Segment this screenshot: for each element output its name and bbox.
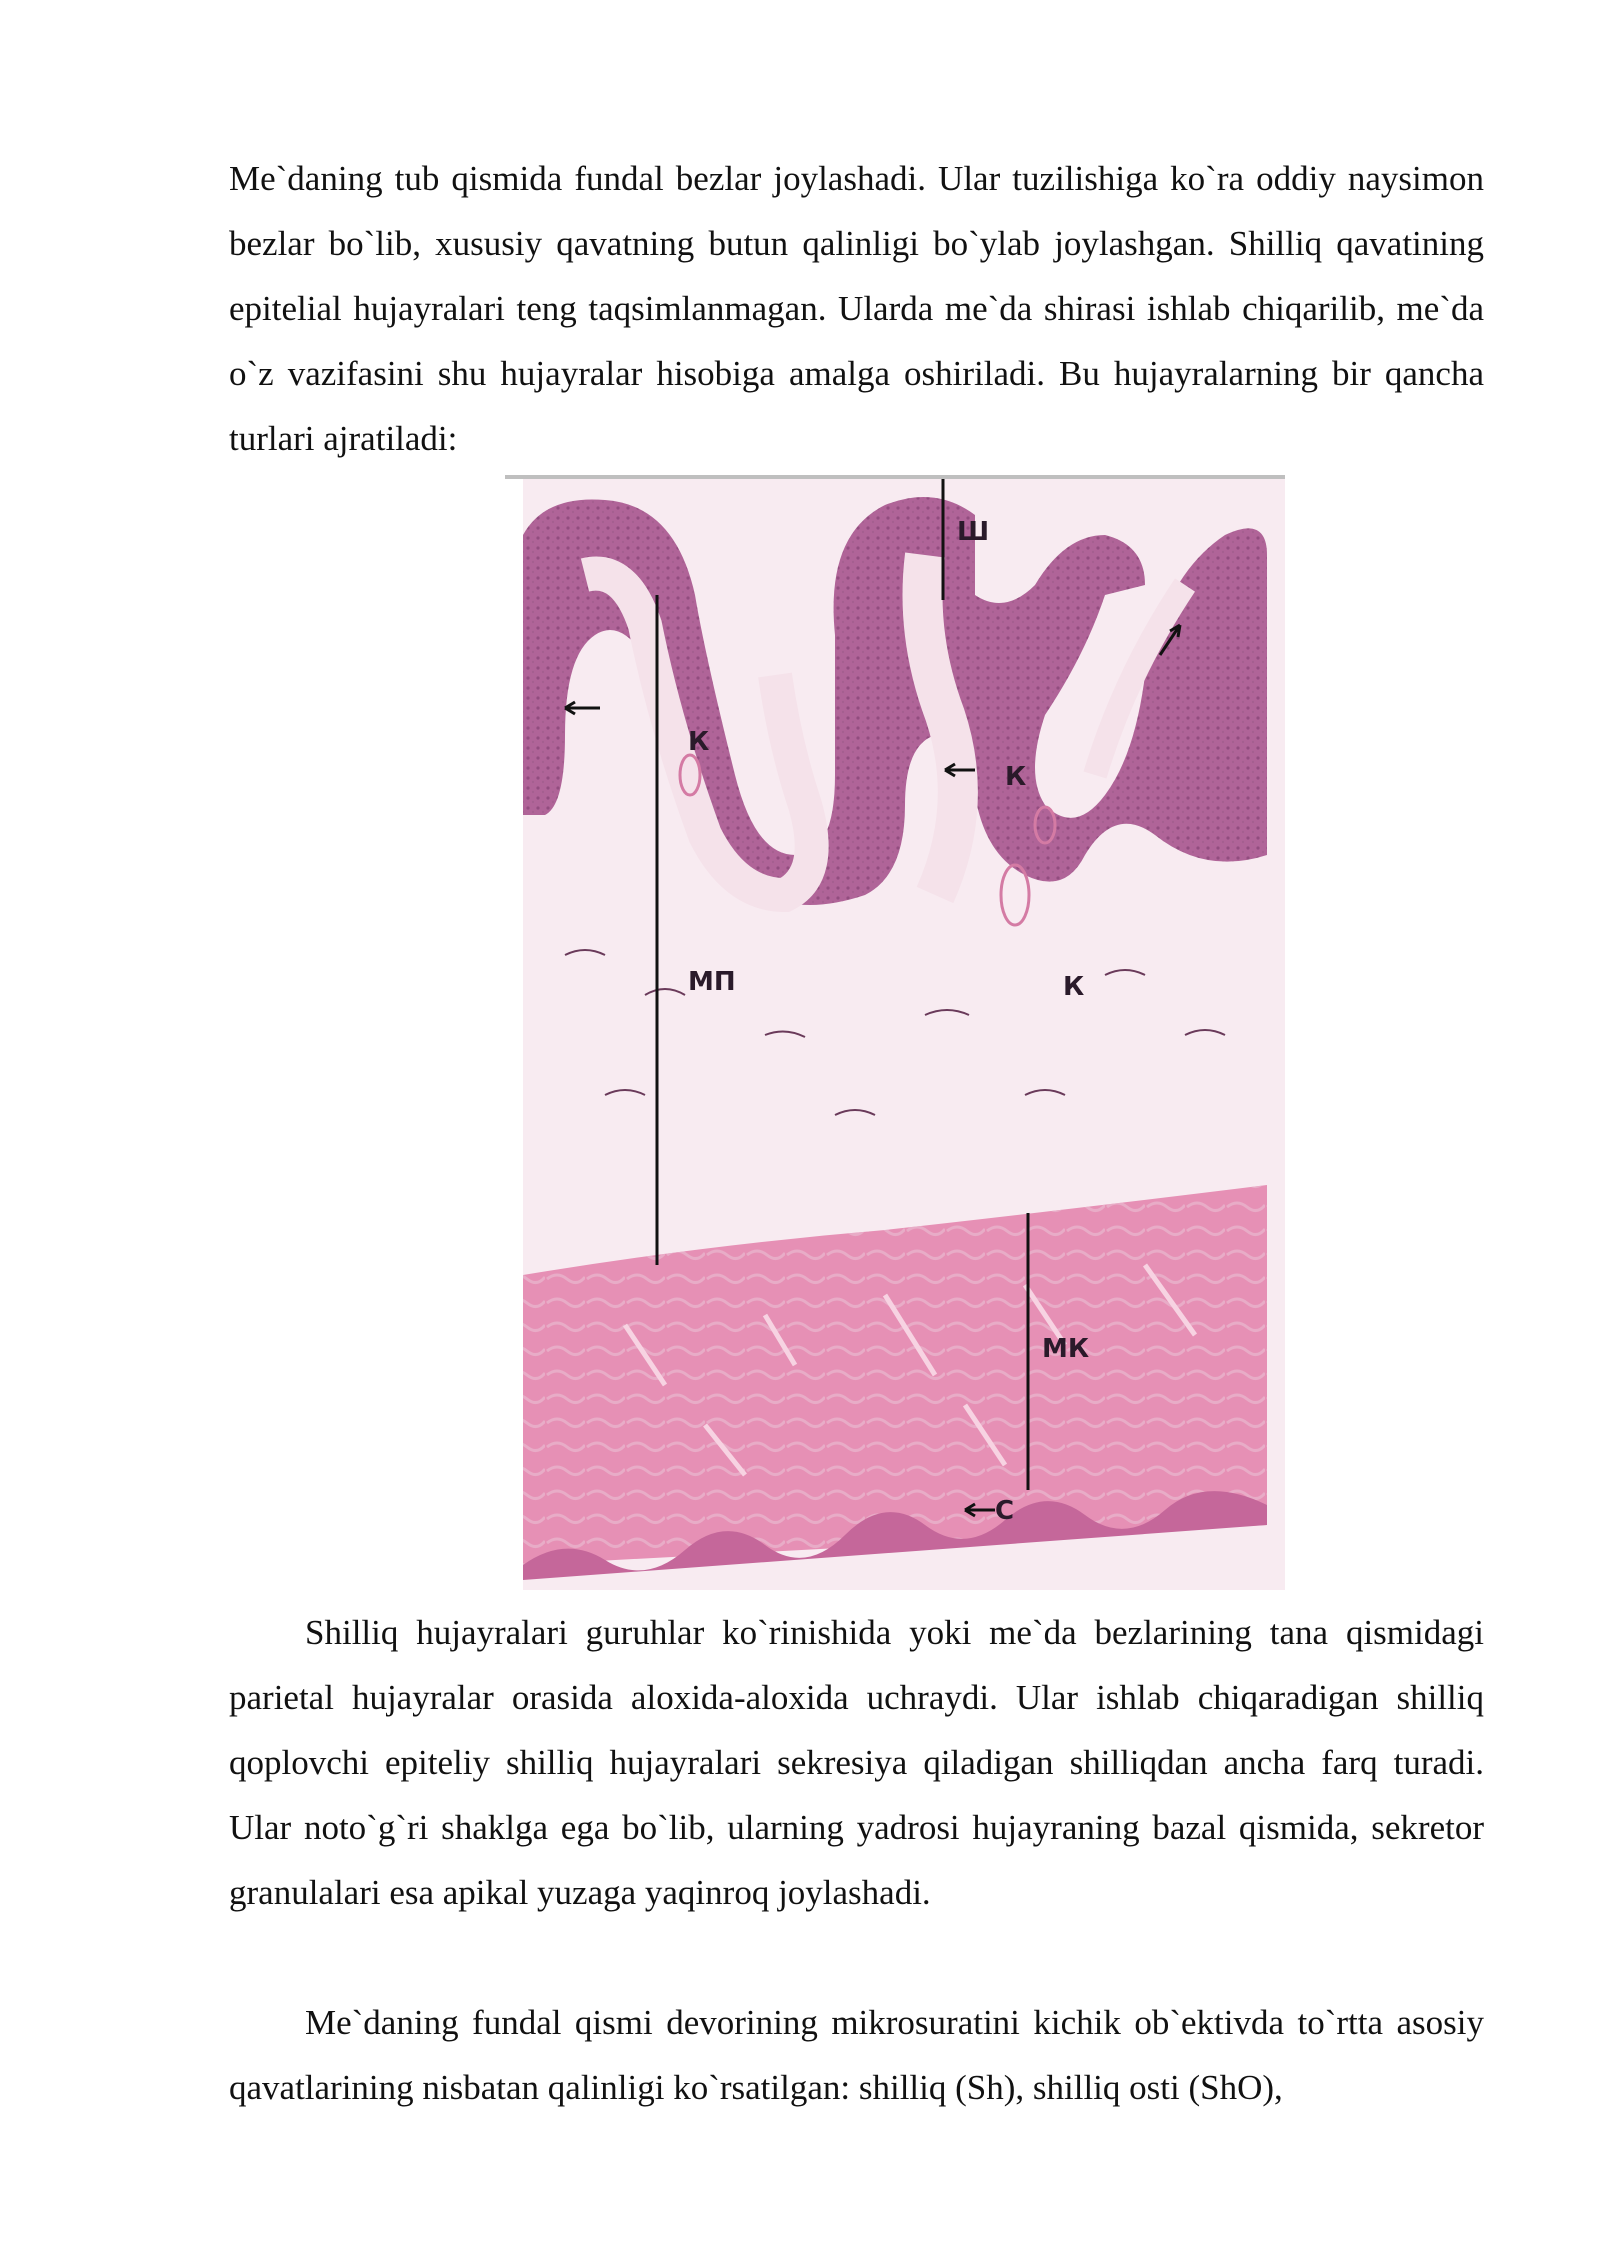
- micrograph-image: [505, 475, 1285, 1590]
- label-k3: К: [1063, 972, 1085, 1002]
- paragraph-fundal-wall: Me`daning fundal qismi devorining mikrosuratini kichik ob`ektivda to`rtta asosiy qavatlarining nisbatan qalinligi ko`rsatilgan: shilliq (Sh), shilliq osti (ShO),: [229, 2003, 1484, 2107]
- paragraph-mucous-cells: Shilliq hujayralari guruhlar ko`rinishida yoki me`da bezlarining tana qismidagi parietal hujayralar orasida aloxida-aloxida uchraydi. Ular ishlab chiqaradigan shilliq qoplovchi epiteliy shilliq hujayralari sekresiya qiladigan shilliqdan ancha farq turadi. Ular noto`g`ri shaklga ega bo`lib, ularning yadrosi hujayraning bazal qismida, sekretor granulalari esa apikal yuzaga yaqinroq joylashadi.: [229, 1613, 1484, 1912]
- micrograph-figure: [505, 475, 1285, 1590]
- label-k1: К: [688, 727, 710, 757]
- label-mp: МП: [688, 967, 736, 997]
- label-sh: Ш: [957, 517, 990, 547]
- paragraph-intro: Me`daning tub qismida fundal bezlar joylashadi. Ular tuzilishiga ko`ra oddiy naysimon bezlar bo`lib, xususiy qavatning butun qalinligi bo`ylab joylashgan. Shilliq qavatining epitelial hujayralari teng taqsimlanmagan. Ularda me`da shirasi ishlab chiqarilib, me`da o`z vazifasini shu hujayralar hisobiga amalga oshiriladi. Bu hujayralarning bir qancha turlari ajratiladi:: [229, 159, 1484, 458]
- label-mk: МК: [1042, 1334, 1090, 1364]
- label-s: С: [995, 1496, 1015, 1526]
- label-k2: К: [1005, 762, 1027, 792]
